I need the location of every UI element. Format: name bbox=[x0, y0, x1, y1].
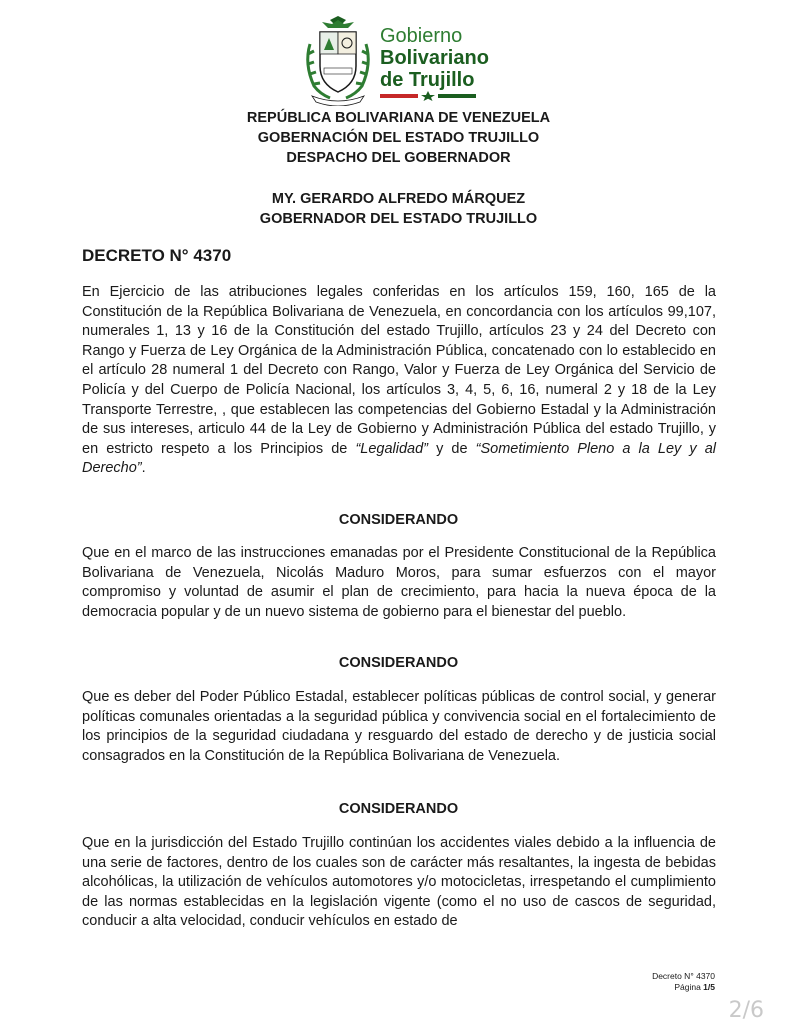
header-gobernacion: GOBERNACIÓN DEL ESTADO TRUJILLO bbox=[257, 130, 540, 146]
logo-line-bolivariano: Bolivariano bbox=[380, 47, 489, 69]
intro-end: . bbox=[141, 460, 146, 477]
intro-italic-sometimiento: “Sometimiento Pleno a la Ley y al Derecho” bbox=[82, 440, 717, 477]
considerando-heading: CONSIDERANDO bbox=[338, 655, 459, 671]
considerando-paragraph: Que en el marco de las instrucciones emanadas por el Presidente Constitucional de la República Bolivariana de Venezuela, Nicolás Maduro Moros, para sumar esfuerzos con el mayor compromiso y voluntad de asumir el plan de crecimiento, para hacia la nueva época de la democracia popular y de un nuevo sistema de gobierno para el bienestar del pueblo. bbox=[82, 545, 716, 620]
header-governor-name: MY. GERARDO ALFREDO MÁRQUEZ bbox=[271, 191, 526, 207]
flag-star-bar-icon bbox=[380, 91, 476, 101]
considerando-heading: CONSIDERANDO bbox=[338, 512, 459, 528]
viewer-page-counter: 2/6 bbox=[728, 998, 764, 1023]
governor-header bbox=[0, 189, 797, 229]
considerando-heading: CONSIDERANDO bbox=[338, 801, 459, 817]
institution-header bbox=[0, 108, 797, 168]
coat-of-arms-icon bbox=[300, 14, 376, 106]
considerando-paragraph: Que es deber del Poder Público Estadal, establecer políticas públicas de control social, y generar políticas comunales orientadas a la seguridad pública y convivencia social en el fortalecimiento de los principios de la seguridad ciudadana y resguardo del estado de derecho y de justicia social consagrados en la Constitución de la República Bolivariana de Venezuela. bbox=[82, 689, 716, 764]
decree-title: DECRETO N° 4370 bbox=[82, 246, 232, 265]
government-logo bbox=[300, 14, 489, 106]
intro-text: En Ejercicio de las atribuciones legales conferidas en los artículos 159, 160, 165 de la Constitución de la República Bolivariana de Venezuela, en concordancia con los artículos 99,107, numerales 1, 13 y 16 de la Constitución del estado Trujillo, artículos 23 y 24 del Decreto con Rango y Fuerza de Ley Orgánica de la Administración Pública, concatenado con lo establecido en el artículo 28 numeral 1 del Decreto con Rango, Valor y Fuerza de Ley Orgánica del Servicio de Policía y del Cuerpo de Policía Nacional, los artículos 3, 4, 5, 6, 16, numeral 2 y 18 de la Ley Transporte Terrestre, , que establecen las competencias del Gobierno Estadal y la Administración de sus intereses, articulo 44 de la Ley de Gobierno y Administración Pública del estado Trujillo, y en estricto respeto a los Principios de bbox=[82, 284, 716, 457]
footer-page-value: 1/5 bbox=[703, 982, 715, 992]
decree-intro-paragraph bbox=[82, 283, 716, 479]
intro-join: y de bbox=[428, 440, 476, 457]
header-despacho: DESPACHO DEL GOBERNADOR bbox=[286, 150, 511, 166]
intro-italic-legalidad: “Legalidad” bbox=[355, 440, 428, 457]
logo-line-gobierno: Gobierno bbox=[380, 25, 463, 47]
footer-page-prefix: Página bbox=[674, 982, 704, 992]
footer-decree-ref: Decreto N° 4370 bbox=[652, 971, 715, 981]
footer-page-number bbox=[652, 982, 715, 993]
logo-line-trujillo: de Trujillo bbox=[380, 69, 475, 91]
considerando-paragraph: Que en la jurisdicción del Estado Trujillo continúan los accidentes viales debido a la influencia de una serie de factores, dentro de los cuales son de carácter más resaltantes, la ingesta de bebidas alcohólicas, la utilización de vehículos automotores y/o motocicletas, irrespetando el cumplimiento de las normas establecidas en la legislación vigente (como el no uso de cascos de seguridad, conducir a alta velocidad, conducir vehículos en estado de bbox=[82, 835, 716, 930]
logo-wordmark bbox=[380, 26, 489, 90]
page-footer bbox=[652, 971, 715, 993]
header-governor-title: GOBERNADOR DEL ESTADO TRUJILLO bbox=[259, 211, 538, 227]
header-republic: REPÚBLICA BOLIVARIANA DE VENEZUELA bbox=[246, 110, 551, 126]
